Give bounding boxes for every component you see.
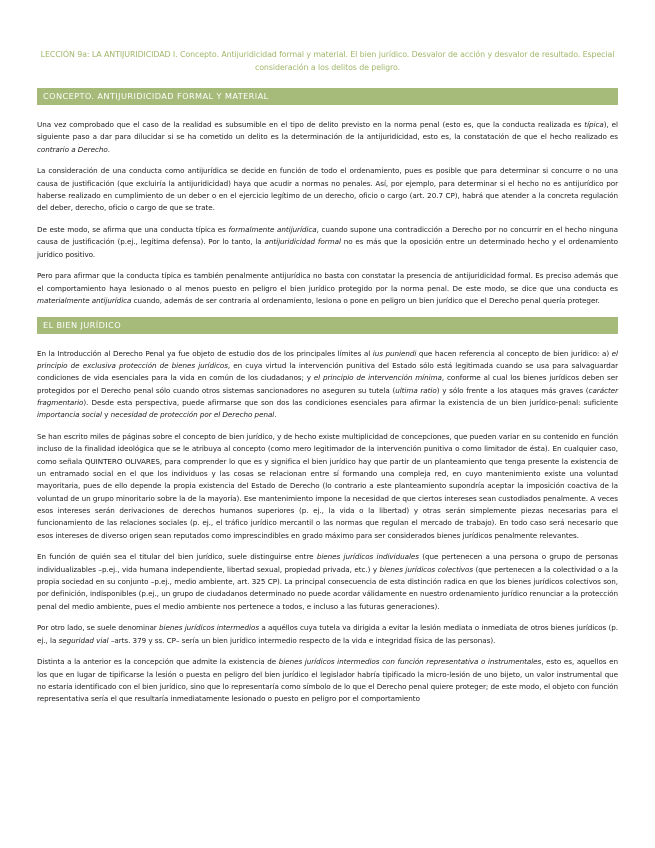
text-run: , conforme al cual los bienes jurídicos deben ser protegidos por el Derecho penal sólo cuando otros sistemas sancionadores no aseguren su tutela ( [37,373,619,395]
text-run: y [101,410,111,420]
text-run: a aquéllos cuya tutela va dirigida a evitar la lesión mediata o inmediata de otros bienes jurídicos (p. ej., la [37,623,618,645]
section-body-bien-juridico [37,348,618,706]
text-run: ) y sólo frente a los ataques más graves ( [436,385,589,395]
emphasis-text: el principio de exclusiva protección de bienes jurídicos [37,348,618,371]
emphasis-text: el principio de intervención mínima [313,373,442,383]
text-run: . [274,410,277,420]
text-run: , esto es, aquellos en los que en lugar de tipificarse la lesión o puesta en peligro del bien jurídico el legislador habría tipificado la micro-lesión de uno bijeto, un valor instrumental que no estaría identificado con el bien jurídico, sino que lo representaría como símbolo de lo que el Derecho penal quiere proteger; de este modo, el objeto con función representativa sería el que resultaría inmediatamente lesionado o puesto en peligro por el comportamiento [37,657,618,704]
text-run: , en cuya virtud la intervención punitiva del Estado sólo está legitimada cuando se usa para salvaguardar condiciones de vida esenciales para la vida en común de los ciudadanos; y [37,361,618,383]
text-run: . [107,144,110,154]
lesson-title: LECCIÓN 9a: LA ANTIJURIDICIDAD I. Concepto. Antijuridicidad formal y material. El bien jurídico. Desvalor de acción y desvalor de resultado. Especial consideración a los delitos de peligro. [40,50,615,72]
emphasis-text: bienes jurídicos colectivos [379,564,474,574]
paragraph [37,622,618,647]
text-run: –arts. 379 y ss. CP– sería un bien jurídico intermedio respecto de la vida e integridad física de las personas). [108,635,496,645]
section-heading-concepto: CONCEPTO. ANTIJURIDICIDAD FORMAL Y MATERIAL [37,88,618,105]
emphasis-text: ius puniendi [372,348,417,358]
text-run: Distinta a la anterior es la concepción que admite la existencia de [37,657,279,667]
text-run: que hacen referencia al concepto de bien jurídico: a) [416,348,612,358]
text-run: Pero para afirmar que la conducta típica es también penalmente antijurídica no basta con constatar la presencia de antijuridicidad formal. Es preciso además que el comportamiento haya lesionado o al menos puesto en peligro el bien jurídico protegido por la norma penal. De este modo, se dice que una conducta es [37,271,618,293]
paragraph [37,119,618,156]
section-heading-bien-juridico: EL BIEN JURÍDICO [37,317,618,334]
text-run: De este modo, se afirma que una conducta típica es [37,225,229,235]
emphasis-text: contrario a Derecho [37,144,108,154]
text-run: Se han escrito miles de páginas sobre el concepto de bien jurídico, y de hecho existe multiplicidad de concepciones, que pueden variar en su contenido en función incluso de la finalidad ideológica que se le atribuya al concepto (como mero legitimador de la intervención punitiva o como limitador de ésta). En cualquier caso, como señala QUINTERO OLIVARES, para comprender lo que es y significa el bien jurídico hay que partir de un planteamiento que tenga presente la existencia de un entramado social en el que los individuos y las cosas se relacionan entre sí formando una compleja red, en cuyo mantenimiento existe una voluntad mayoritaria, pues de ello depende la propia existencia del Estado de Derecho (lo contrario a este planteamiento supondría aceptar la imposición coactiva de la voluntad de un grupo minoritario sobre la de la mayoría). Ese mantenimiento impone la necesidad de que ciertos intereses sean custodiados penalmente. A veces esos intereses serán derivaciones de derechos humanos superiores (p. ej., la vida o la libertad) y otras serán simplemente piezas necesarias para el funcionamiento de las relaciones sociales (p. ej., el tráfico jurídico mercantil o las normas que regulan el mercado de trabajo). En todo caso será necesario que esos intereses de diverso origen sean reputados como imprescindibles en grado máximo para ser considerados bienes jurídicos penalmente relevantes. [37,432,618,540]
emphasis-text: bienes jurídicos intermedios [159,623,260,633]
text-run: Una vez comprobado que el caso de la realidad es subsumible en el tipo de delito previsto en la norma penal (esto es, que la conducta realizada es [37,120,585,129]
emphasis-text: típica [584,120,604,129]
emphasis-text: antijuridicidad formal [264,237,341,247]
emphasis-text: bienes jurídicos intermedios con función representativa o instrumentales [278,657,542,667]
emphasis-text: seguridad vial [58,635,109,645]
paragraph [37,348,618,422]
emphasis-text: carácter fragmentario [37,385,619,408]
emphasis-text: ultima ratio [395,385,437,395]
paragraph [37,270,618,307]
text-run: ), el siguiente paso a dar para dilucidar si se ha cometido un delito es la determinación de la antijuridicidad, esto es, la constatación de que el hecho realizado es [37,120,618,142]
text-run: , cuando supone una contradicción a Derecho por no concurrir en el hecho ninguna causa de justificación (p.ej., legítima defensa). Por lo tanto, la [37,225,618,247]
paragraph [37,165,618,214]
paragraph [37,431,618,542]
emphasis-text: necesidad de protección por el Derecho penal [110,410,275,420]
paragraph [37,551,618,612]
text-run: ). Desde esta perspectiva, puede afirmarse que son dos las condiciones esenciales para afirmar la existencia de un bien jurídico-penal: suficiente [83,398,618,408]
text-run: (que pertenecen a una persona o grupo de personas individualizables –p.ej., vida humana independiente, libertad sexual, propiedad privada, etc.) y [37,552,619,574]
text-run: En función de quién sea el titular del bien jurídico, suele distinguirse entre [37,552,317,562]
emphasis-text: importancia social [37,410,102,420]
text-run: La consideración de una conducta como antijurídica se decide en función de todo el ordenamiento, pues es posible que para determinar si concurre o no una causa de justificación (que excluiría la antijuridicidad) haya que acudir a normas no penales. Así, por ejemplo, para determinar si el hecho no es antijurídico por haberse realizado en cumplimiento de un deber o en el ejercicio legítimo de un derecho, oficio o cargo (art. 20.7 CP), habrá que atender a la concreta regulación del deber, derecho, oficio o cargo de que se trate. [37,166,618,213]
text-run: (que pertenecen a la colectividad o a la propia sociedad en su conjunto –p.ej., medio ambiente, art. 325 CP). La principal consecuencia de esta distinción radica en que los bienes jurídicos colectivos son, por definición, indisponibles (p.ej., un grupo de ciudadanos determinado no puede acordar válidamente en nuestro ordenamiento jurídico renunciar a la protección penal del medio ambiente, pues el medio ambiente nos pertenece a todos, e incluso a las futuras generaciones). [37,564,619,611]
paragraph [37,656,618,705]
paragraph [37,224,618,261]
text-run: cuando, además de ser contraria al ordenamiento, lesiona o pone en peligro un bien jurídico que el Derecho penal quería proteger. [131,296,600,306]
text-run: En la Introducción al Derecho Penal ya fue objeto de estudio dos de los principales límites al [37,348,373,358]
emphasis-text: materialmente antijurídica [37,296,132,306]
emphasis-text: formalmente antijurídica [228,225,317,235]
emphasis-text: bienes jurídicos individuales [316,552,419,562]
text-run: no es más que la oposición entre un determinado hecho y el ordenamiento jurídico positivo. [37,237,618,259]
text-run: Por otro lado, se suele denominar [37,623,160,633]
section-body-concepto [37,119,618,307]
